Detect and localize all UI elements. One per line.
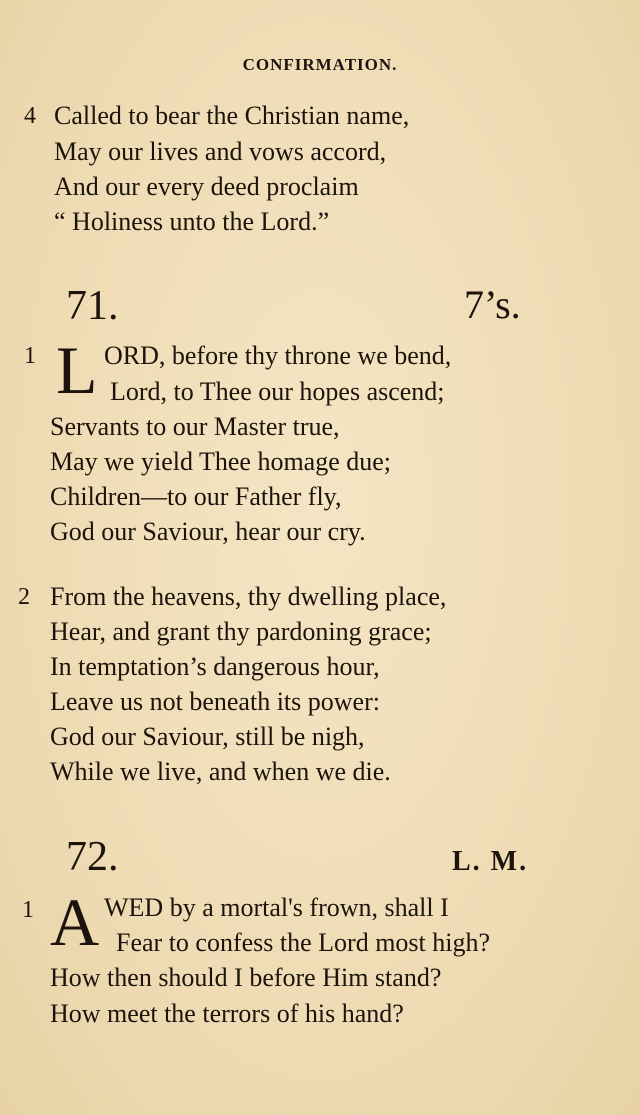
verse-line: Hear, and grant thy pardoning grace; xyxy=(50,617,432,646)
verse-line: Fear to confess the Lord most high? xyxy=(116,928,491,957)
verse-line: God our Saviour, hear our cry. xyxy=(50,517,366,546)
drop-cap: L xyxy=(56,332,98,408)
verse-line: Called to bear the Christian name, xyxy=(54,101,410,130)
verse-line: And our every deed proclaim xyxy=(54,172,359,201)
hymn-number: 72. xyxy=(66,834,119,880)
verse-line: “ Holiness unto the Lord.” xyxy=(54,207,330,236)
verse-number: 1 xyxy=(24,343,36,369)
verse-line: How then should I before Him stand? xyxy=(50,963,442,992)
verse-line: Servants to our Master true, xyxy=(50,412,340,441)
hymn-meter: 7’s. xyxy=(464,282,521,327)
verse-line: Children—to our Father fly, xyxy=(50,482,342,511)
verse-line: ORD, before thy throne we bend, xyxy=(104,341,452,370)
verse-number: 1 xyxy=(22,897,34,923)
verse-line: Leave us not beneath its power: xyxy=(50,687,380,716)
drop-cap: A xyxy=(50,884,100,960)
running-header: CONFIRMATION. xyxy=(242,55,398,74)
verse-line: How meet the terrors of his hand? xyxy=(50,999,404,1028)
verse-line: From the heavens, thy dwelling place, xyxy=(50,582,447,611)
hymn-number: 71. xyxy=(66,283,119,329)
verse-line: WED by a mortal's frown, shall I xyxy=(104,893,449,922)
verse-number: 4 xyxy=(24,103,36,129)
verse-line: May our lives and vows accord, xyxy=(54,137,387,166)
verse-line: God our Saviour, still be nigh, xyxy=(50,722,365,751)
verse-line: While we live, and when we die. xyxy=(50,757,391,786)
verse-line: In temptation’s dangerous hour, xyxy=(50,652,380,681)
hymn-meter: L. M. xyxy=(452,846,529,877)
verse-line: May we yield Thee homage due; xyxy=(50,447,392,476)
verse-line: Lord, to Thee our hopes ascend; xyxy=(110,377,445,406)
verse-number: 2 xyxy=(18,584,30,610)
